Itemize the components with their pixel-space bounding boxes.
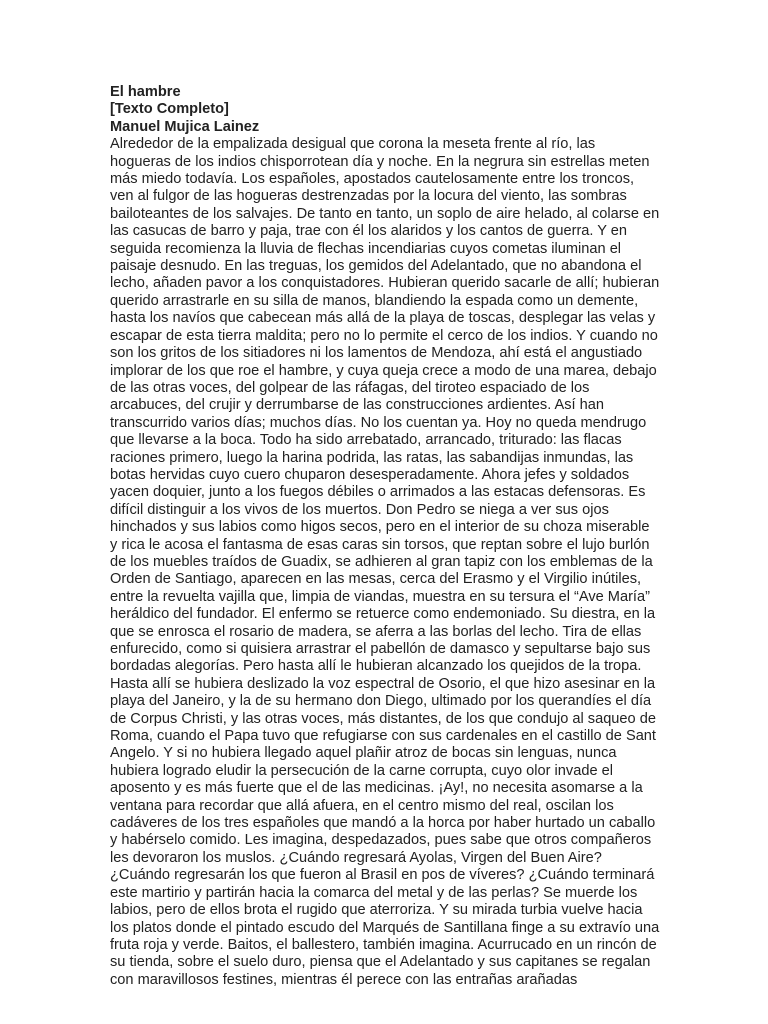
- document-author: Manuel Mujica Lainez: [110, 118, 260, 135]
- document-page: [110, 84, 660, 989]
- document-title: El hambre: [110, 84, 181, 100]
- document-body: Alrededor de la empalizada desigual que corona la meseta frente al río, las hogueras de los indios chisporrotean día y noche. En la negrura sin estrellas meten más miedo todavía. Los españoles, apostados cautelosamente entre los troncos, ven al fulgor de las hogueras destrenzadas por la locura del viento, las sombras bailoteantes de los salvajes. De tanto en tanto, un soplo de aire helado, al colarse en las casucas de barro y paja, trae con él los alaridos y los cantos de guerra. Y en seguida recomienza la lluvia de flechas incendiarias cuyos cometas iluminan el paisaje desnudo. En las treguas, los gemidos del Adelantado, que no abandona el lecho, añaden pavor a los conquistadores. Hubieran querido sacarle de allí; hubieran querido arrastrarle en su silla de manos, blandiendo la espada como un demente, hasta los navíos que cabecean más allá de la playa de toscas, desplegar las velas y escapar de esta tierra maldita; pero no lo permite el cerco de los indios. Y cuando no son los gritos de los sitiadores ni los lamentos de Mendoza, ahí está el angustiado implorar de los que roe el hambre, y cuya queja crece a modo de una marea, debajo de las otras voces, del golpear de las ráfagas, del tiroteo espaciado de los arcabuces, del crujir y derrumbarse de las construcciones ardientes. Así han transcurrido varios días; muchos días. No los cuentan ya. Hoy no queda mendrugo que llevarse a la boca. Todo ha sido arrebatado, arrancado, triturado: las flacas raciones primero, luego la harina podrida, las ratas, las sabandijas inmundas, las botas hervidas cuyo cuero chuparon desesperadamente. Ahora jefes y soldados yacen doquier, junto a los fuegos débiles o arrimados a las estacas defensoras. Es difícil distinguir a los vivos de los muertos. Don Pedro se niega a ver sus ojos hinchados y sus labios como higos secos, pero en el interior de su choza miserable y rica le acosa el fantasma de esas caras sin torsos, que reptan sobre el lujo burlón de los muebles traídos de Guadix, se adhieren al gran tapiz con los emblemas de la Orden de Santiago, aparecen en las mesas, cerca del Erasmo y el Virgilio inútiles, entre la revuelta vajilla que, limpia de viandas, muestra en su tersura el “Ave María” heráldico del fundador. El enfermo se retuerce como endemoniado. Su diestra, en la que se enrosca el rosario de madera, se aferra a las borlas del lecho. Tira de ellas enfurecido, como si quisiera arrastrar el pabellón de damasco y sepultarse bajo sus bordadas alegorías. Pero hasta allí le hubieran alcanzado los quejidos de la tropa. Hasta allí se hubiera deslizado la voz espectral de Osorio, el que hizo asesinar en la playa del Janeiro, y la de su hermano don Diego, ultimado por los querandíes el día de Corpus Christi, y las otras voces, más distantes, de los que condujo al saqueo de Roma, cuando el Papa tuvo que refugiarse con sus cardenales en el castillo de Sant Angelo. Y si no hubiera llegado aquel plañir atroz de bocas sin lenguas, nunca hubiera logrado eludir la persecución de la carne corrupta, cuyo olor invade el aposento y es más fuerte que el de las medicinas. ¡Ay!, no necesita asomarse a la ventana para recordar que allá afuera, en el centro mismo del real, oscilan los cadáveres de los tres españoles que mandó a la horca por haber hurtado un caballo y habérselo comido. Les imagina, despedazados, pues sabe que otros compañeros les devoraron los muslos. ¿Cuándo regresará Ayolas, Virgen del Buen Aire? ¿Cuándo regresarán los que fueron al Brasil en pos de víveres? ¿Cuándo terminará este martirio y partirán hacia la comarca del metal y de las perlas? Se muerde los labios, pero de ellos brota el rugido que aterroriza. Y su mirada turbia vuelve hacia los platos donde el pintado escudo del Marqués de Santillana finge a su extravío una fruta roja y verde. Baitos, el ballestero, también imagina. Acurrucado en un rincón de su tienda, sobre el suelo duro, piensa que el Adelantado y sus capitanes se regalan con maravillosos festines, mientras él perece con las entrañas arañadas: [110, 136, 660, 988]
- document-subtitle: [Texto Completo]: [110, 101, 229, 118]
